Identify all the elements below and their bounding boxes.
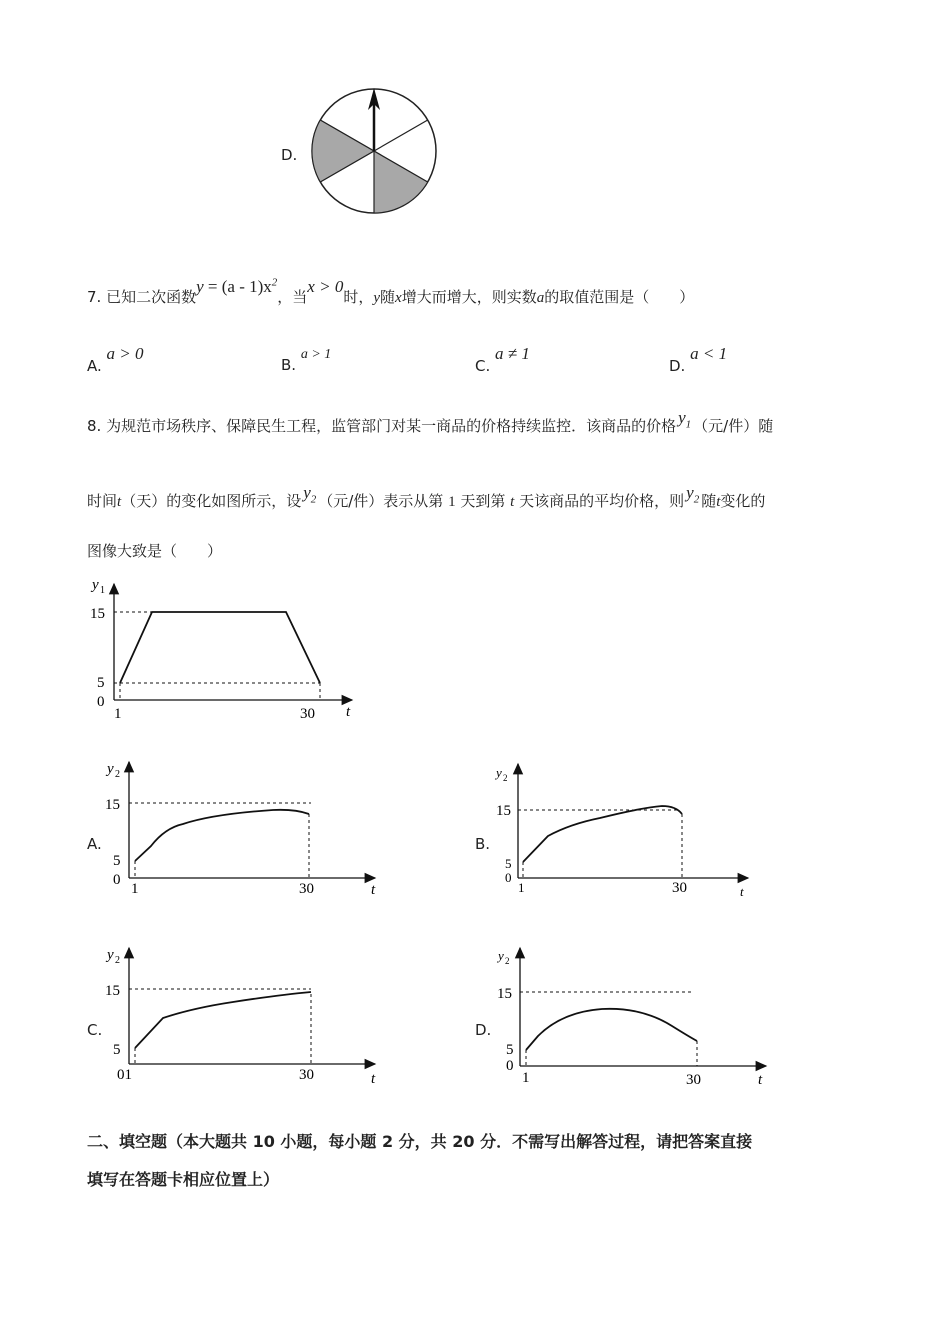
q8-line-3: 图像大致是（ ） [87,542,223,560]
section-2-heading-line-1: 二、填空题（本大题共 10 小题，每小题 2 分，共 20 分．不需写出解答过程，请把答案直接 [87,1132,753,1151]
option-label: B. [281,356,297,374]
q8-y2-b [686,483,700,506]
x-label: t [371,882,376,898]
origin: 0 [506,1058,514,1074]
q8-text-2b: （天）的变化如图所示，设 [121,492,302,510]
q8-text-2g: 变化的 [720,492,766,510]
tick-x1: 1 [114,706,122,722]
q8-text-1: 为规范市场秩序、保障民生工程，监管部门对某一商品的价格持续监控．该商品的价格 [106,417,677,435]
y-label: y [107,947,114,963]
q7-option-d [669,344,728,376]
tick-5: 5 [113,853,121,869]
q7-question [87,276,695,307]
q7-option-c [475,344,530,376]
q7-func-exp: 2 [271,276,278,289]
q7-text-3: 时， [343,288,374,306]
q8-text-1-end: （元/件）随 [693,417,774,435]
q7-func-eq: = (a - 1)x [203,277,272,296]
option-label: A. [87,357,102,375]
tick-15: 15 [496,803,511,819]
q8-line-2 [87,483,766,513]
q7-function [196,277,277,296]
tick-5: 5 [113,1042,121,1058]
origin: 0 [113,872,121,888]
q7-condition: x > 0 [307,277,344,296]
origin: 0 [505,870,512,885]
x-label: t [371,1071,376,1087]
y-label-sub: 2 [115,955,120,966]
tick-x30: 30 [299,1067,314,1083]
q8-num-one: 1 [448,494,456,510]
tick-x1: 1 [518,880,525,895]
q7-text-4: 随 [380,288,396,306]
graph-y1 [80,572,370,727]
q8-y2 [303,483,317,506]
q8-y2b-var: y [686,483,694,502]
tick-15: 15 [90,606,105,622]
q8-option-b-label: B. [475,835,491,853]
y-label: y [496,765,502,780]
q8-y1 [678,408,692,431]
graph-option-a [103,756,393,901]
q8-var-t3: t [716,494,721,510]
option-expr: a ≠ 1 [495,344,530,363]
tick-x1: 1 [131,881,139,897]
q8-option-d-label: D. [475,1021,492,1039]
q8-y1-sub: 1 [685,418,692,431]
option-expr: a > 1 [300,347,332,362]
curve-d [526,1009,697,1050]
q8-text-2e: 天该商品的平均价格，则 [519,492,685,510]
q8-option-c-label: C. [87,1021,103,1039]
option-expr: a < 1 [690,344,728,363]
x-label: t [740,884,744,899]
option-label: D. [669,357,686,375]
curve-a [135,810,309,861]
q8-text-2c: （元/件）表示从第 [318,492,444,510]
q8-y2b-sub: 2 [693,493,700,506]
y-label-sub: 1 [100,585,105,596]
graph-option-d [492,942,782,1090]
q8-text-2a: 时间 [87,492,118,510]
tick-x30: 30 [686,1072,701,1088]
graph-option-c [103,942,393,1087]
tick-15: 15 [105,983,120,999]
tick-x1: 1 [522,1070,530,1086]
graph-option-b [490,758,765,903]
tick-15: 15 [105,797,120,813]
q7-text-6: 的取值范围是（ ） [544,288,695,306]
q8-var-t2: t [510,494,515,510]
q8-var-t: t [117,494,122,510]
y-label-sub: 2 [115,769,120,780]
option-expr: a > 0 [106,344,144,363]
q8-y2-var: y [303,483,311,502]
x-label: t [346,704,351,720]
q7-text-2: ，当 [277,288,308,306]
q6-option-d-label: D. [281,146,298,164]
section-2-heading-line-2: 填写在答题卡相应位置上） [87,1170,280,1189]
origin: 01 [117,1067,132,1083]
origin: 0 [97,694,105,710]
y-label-sub: 2 [505,956,510,966]
curve-b [523,806,682,862]
q8-line-1 [87,408,774,438]
y-label: y [107,761,114,777]
q8-text-2f: 随 [701,492,717,510]
q7-var-a: a [536,290,545,306]
q8-y2-sub: 2 [310,493,317,506]
y-label-sub: 2 [503,773,508,783]
x-label: t [758,1072,763,1088]
spinner-diagram [306,86,442,216]
tick-x30: 30 [300,706,315,722]
q8-number: 8. [87,417,102,435]
q8-y1-var: y [678,408,686,427]
q7-text-1: 已知二次函数 [106,288,197,306]
y-label: y [92,577,99,593]
q7-option-a [87,344,144,376]
q7-text-5: 增大而增大，则实数 [401,288,537,306]
q7-func-y: y [196,277,204,296]
tick-15: 15 [497,986,512,1002]
tick-x30: 30 [672,880,687,896]
option-label: C. [475,357,491,375]
tick-5: 5 [97,675,105,691]
q7-number: 7. [87,288,102,306]
y-label: y [498,948,504,963]
q7-var-y: y [373,290,381,306]
q7-var-x: x [395,290,402,306]
tick-5: 5 [506,1042,514,1058]
q7-option-b [281,347,332,375]
q8-text-2d: 天到第 [460,492,506,510]
q8-option-a-label: A. [87,835,102,853]
y1-price-curve [120,612,320,683]
curve-c [135,992,311,1048]
tick-5: 5 [505,856,512,871]
tick-x30: 30 [299,881,314,897]
